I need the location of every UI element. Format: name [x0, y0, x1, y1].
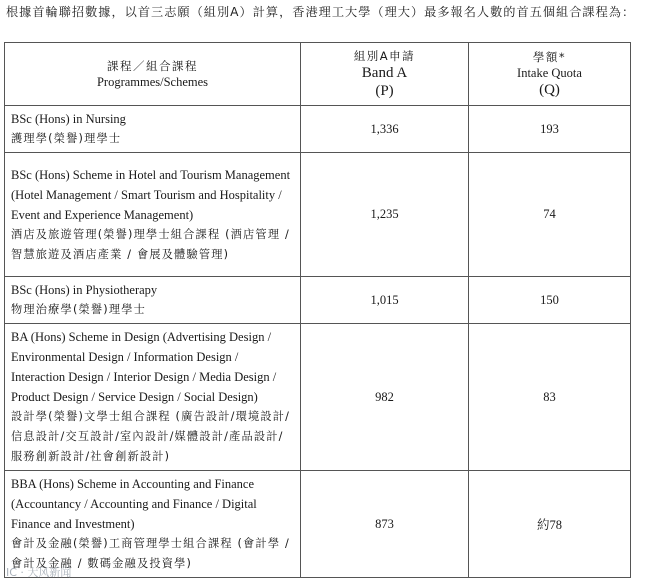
header-band-code: (P) — [375, 83, 394, 99]
programme-cell — [5, 277, 301, 324]
programme-zh: 護理學(榮譽)理學士 — [11, 132, 122, 145]
quota-value: 83 — [469, 324, 631, 471]
programme-en: BSc (Hons) in Physiotherapy — [11, 283, 158, 297]
programme-zh: 設計學(榮譽)文學士組合課程 (廣告設計/環境設計/信息設計/交互設計/室內設計/媒體設計/產品設計/服務創新設計/社會創新設計) — [11, 410, 291, 463]
band-a-value: 1,235 — [301, 153, 469, 277]
programme-zh: 酒店及旅遊管理(榮譽)理學士組合課程 (酒店管理 / 智慧旅遊及酒店產業 / 會展及體驗管理) — [11, 227, 290, 261]
programme-cell — [5, 324, 301, 471]
table-row — [5, 324, 631, 471]
programme-table — [4, 42, 631, 578]
intro-text: 根據首輪聯招數據，以首三志願（組別A）計算，香港理工大學（理大）最多報名人數的首五個組合課程為： — [6, 5, 636, 19]
header-quota-en: Intake Quota — [517, 66, 582, 80]
table-row — [5, 277, 631, 324]
programme-en: BSc (Hons) in Nursing — [11, 112, 126, 126]
programme-en: BA (Hons) Scheme in Design (Advertising Design / Environmental Design / Information Design / Interaction Design / Interior Design / Media Design / Product Design / Service Design / Social Design) — [11, 330, 277, 404]
band-a-value: 873 — [301, 471, 469, 578]
quota-value: 193 — [469, 106, 631, 153]
header-quota — [469, 43, 631, 106]
header-programme-zh: 課程／組合課程 — [107, 59, 198, 73]
table-row — [5, 471, 631, 578]
programme-cell — [5, 471, 301, 578]
header-band-en: Band A — [361, 65, 408, 81]
programme-zh: 物理治療學(榮譽)理學士 — [11, 303, 147, 316]
programme-cell — [5, 106, 301, 153]
header-programme — [5, 43, 301, 106]
band-a-value: 1,015 — [301, 277, 469, 324]
programme-en: BBA (Hons) Scheme in Accounting and Finance (Accountancy / Accounting and Finance / Digital Finance and Investment) — [11, 477, 257, 531]
quota-value: 74 — [469, 153, 631, 277]
header-quota-zh: 學額* — [532, 50, 567, 64]
table-row — [5, 106, 631, 153]
header-quota-code: (Q) — [539, 82, 560, 98]
table-row — [5, 153, 631, 277]
band-a-value: 1,336 — [301, 106, 469, 153]
programme-zh: 會計及金融(榮譽)工商管理學士組合課程 (會計學 / 會計及金融 / 數碼金融及投資學) — [11, 537, 290, 570]
watermark: IC · 大风新闻 — [6, 566, 72, 579]
programme-en: BSc (Hons) Scheme in Hotel and Tourism Management (Hotel Management / Smart Tourism and Hospitality / Event and Experience Management) — [11, 167, 291, 222]
quota-value: 150 — [469, 277, 631, 324]
header-band-zh: 組別A申請 — [353, 49, 416, 63]
quota-value: 約78 — [469, 471, 631, 578]
band-a-value: 982 — [301, 324, 469, 471]
header-programme-en: Programmes/Schemes — [96, 75, 209, 89]
header-band-a — [301, 43, 469, 106]
programme-cell — [5, 153, 301, 277]
header-row — [5, 43, 631, 106]
